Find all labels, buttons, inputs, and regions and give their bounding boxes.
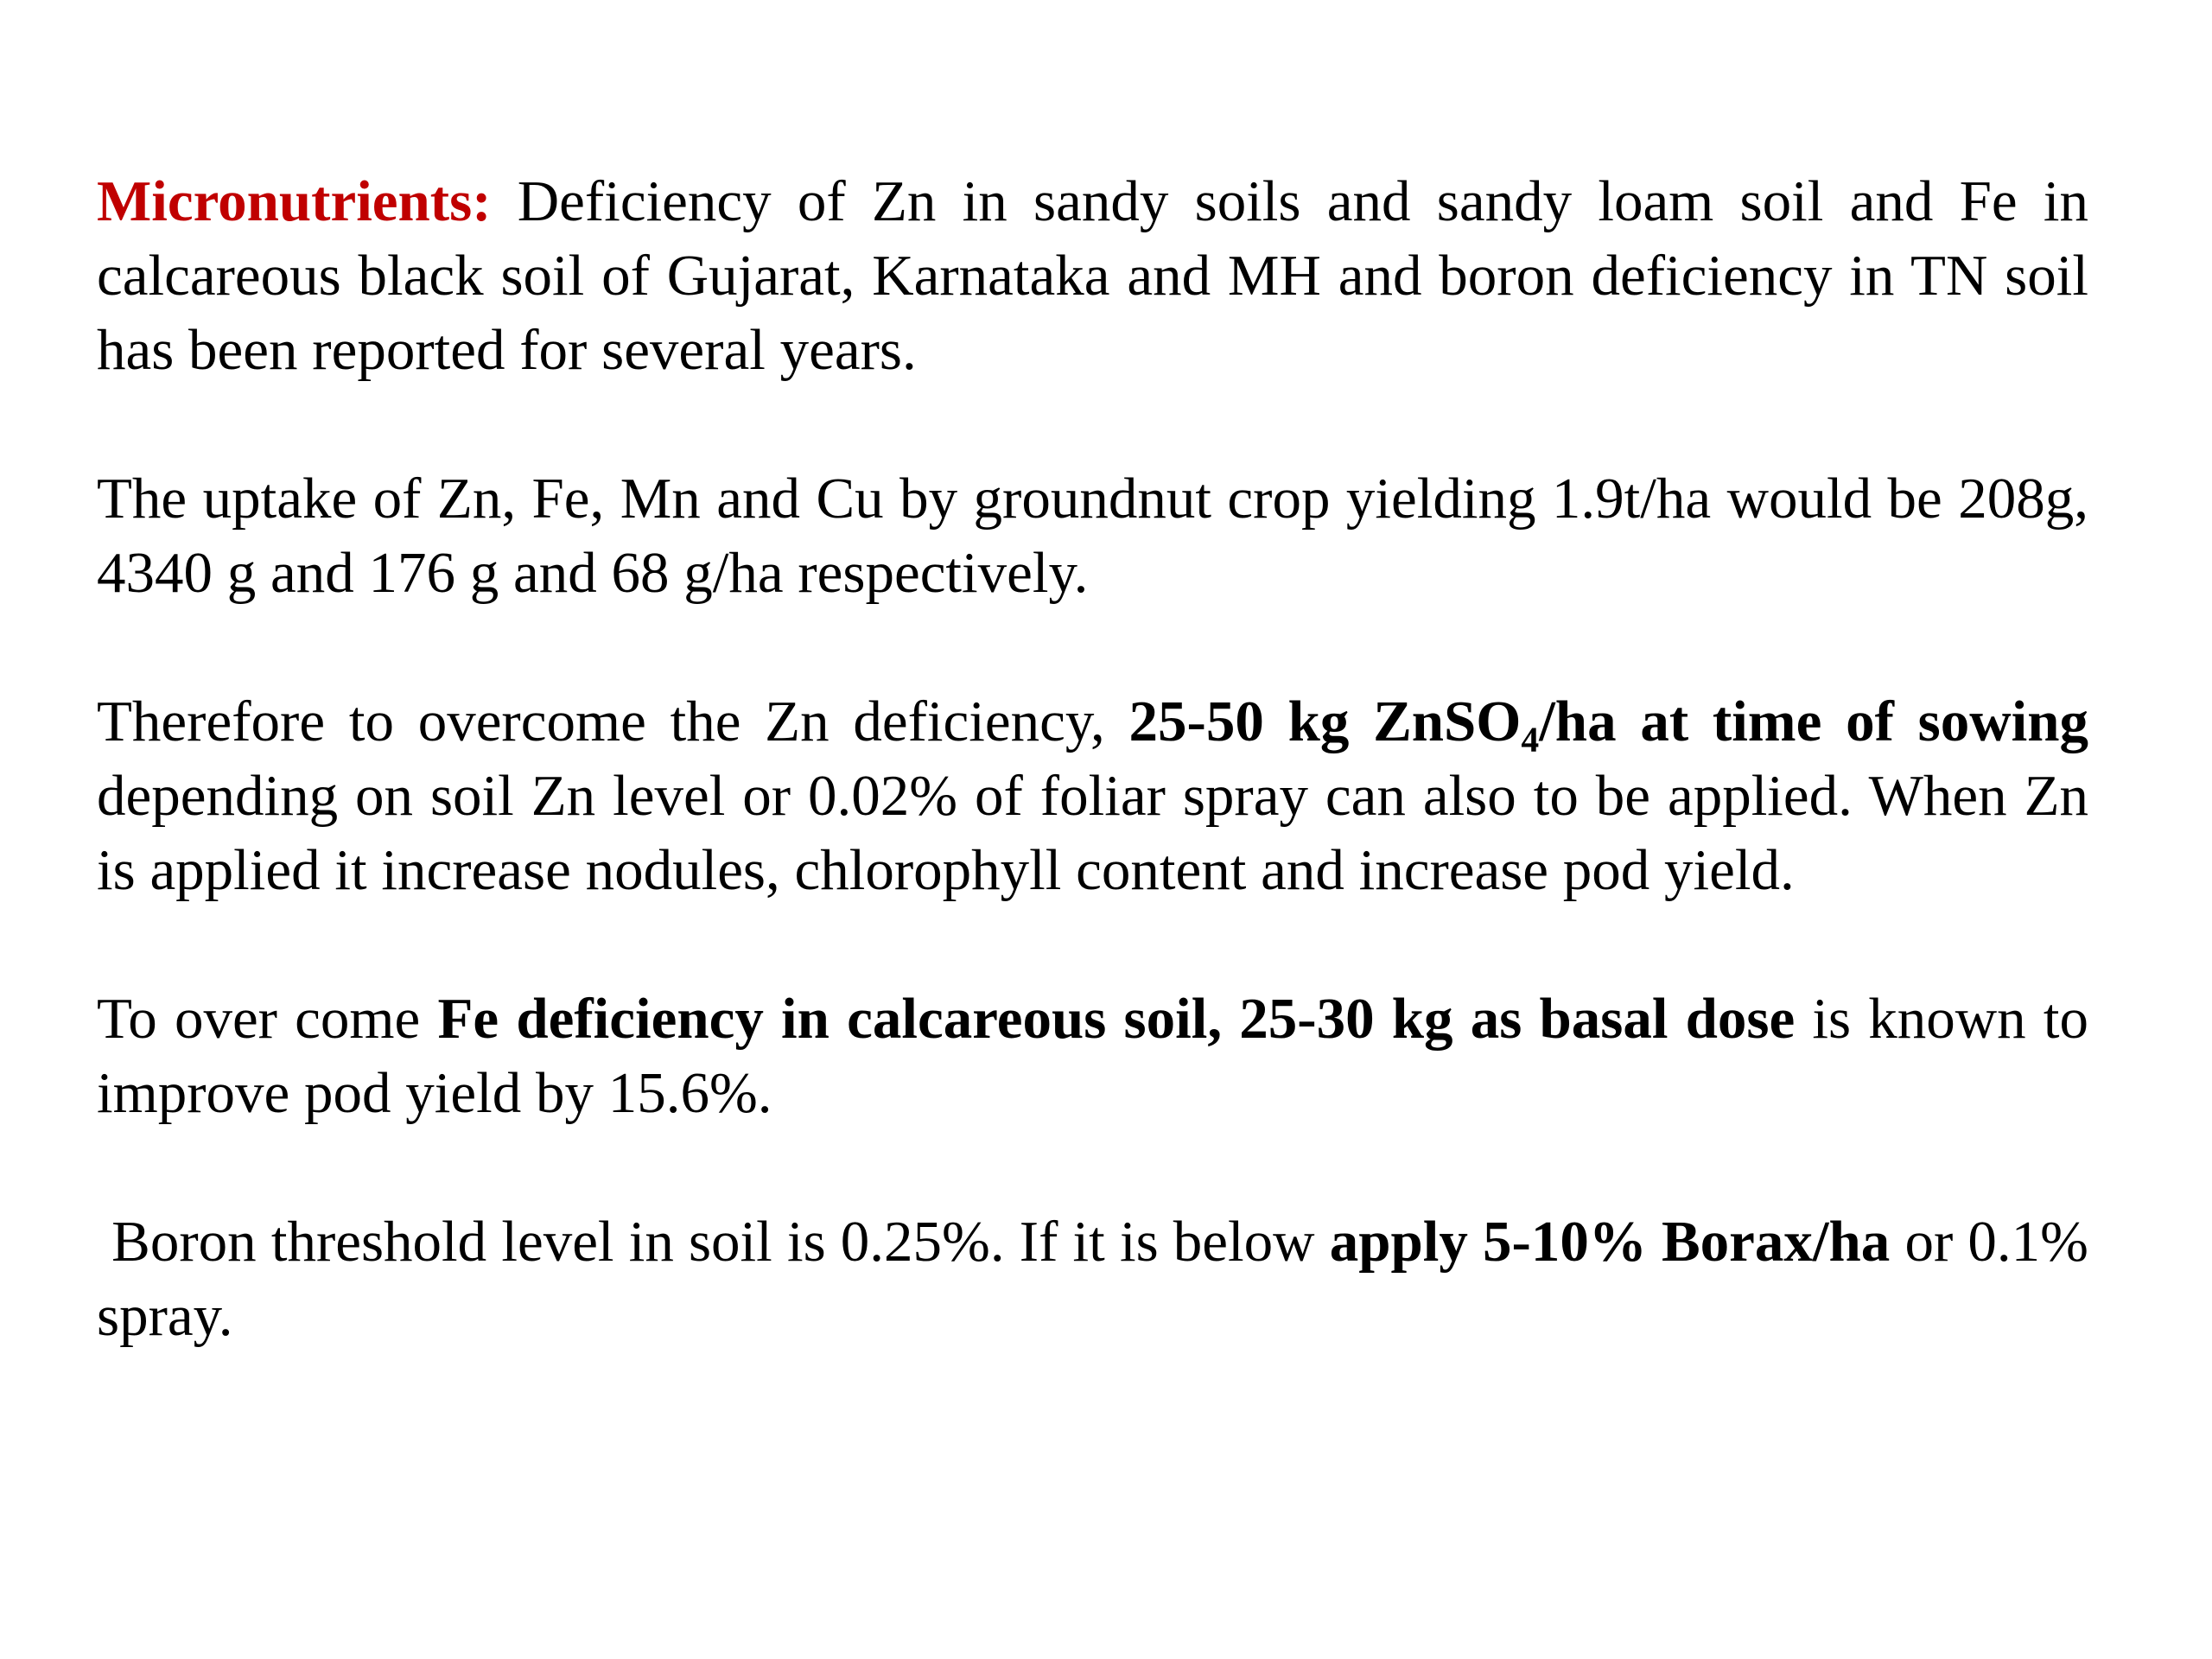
dose-emphasis: 25-50 kg ZnSO (1128, 690, 1522, 753)
subscript: 4 (1521, 719, 1540, 760)
paragraph-uptake (97, 461, 2088, 610)
paragraph-zn-deficiency (97, 684, 2088, 907)
dose-emphasis: Fe deficiency in calcareous soil, 25-30 kg as basal dose (437, 987, 1796, 1051)
dose-emphasis: apply 5-10% Borax/ha (1329, 1210, 1891, 1274)
slide-body (97, 164, 2088, 1353)
paragraph-text: Deficiency of Zn in sandy soils and sandy loam soil and Fe in calcareous black soil of Gujarat, Karnataka and MH and boron deficiency in TN soil has been reported for several years. (97, 169, 2088, 382)
paragraph-boron (97, 1205, 2088, 1353)
paragraph-text: Therefore to overcome the Zn deficiency, (97, 690, 1129, 753)
paragraph-text: is known to improve pod yield by 15.6%. (97, 987, 2088, 1125)
paragraph-micronutrients (97, 164, 2088, 387)
dose-emphasis: /ha at time of sowing (1539, 690, 2089, 753)
paragraph-text: depending on soil Zn level or 0.02% of foliar spray can also to be applied. When Zn is applied it increase nodules, chlorophyll content and increase pod yield. (97, 764, 2088, 902)
paragraph-text: The uptake of Zn, Fe, Mn and Cu by groundnut crop yielding 1.9t/ha would be 208g, 4340 g and 176 g and 68 g/ha respectively. (97, 467, 2088, 605)
paragraph-fe-deficiency (97, 982, 2088, 1130)
paragraph-text: or 0.1% spray. (97, 1210, 2088, 1348)
paragraph-text: Boron threshold level in soil is 0.25%. If it is below (97, 1210, 1330, 1274)
section-heading: Micronutrients: (97, 169, 492, 233)
paragraph-text: To over come (97, 987, 438, 1051)
